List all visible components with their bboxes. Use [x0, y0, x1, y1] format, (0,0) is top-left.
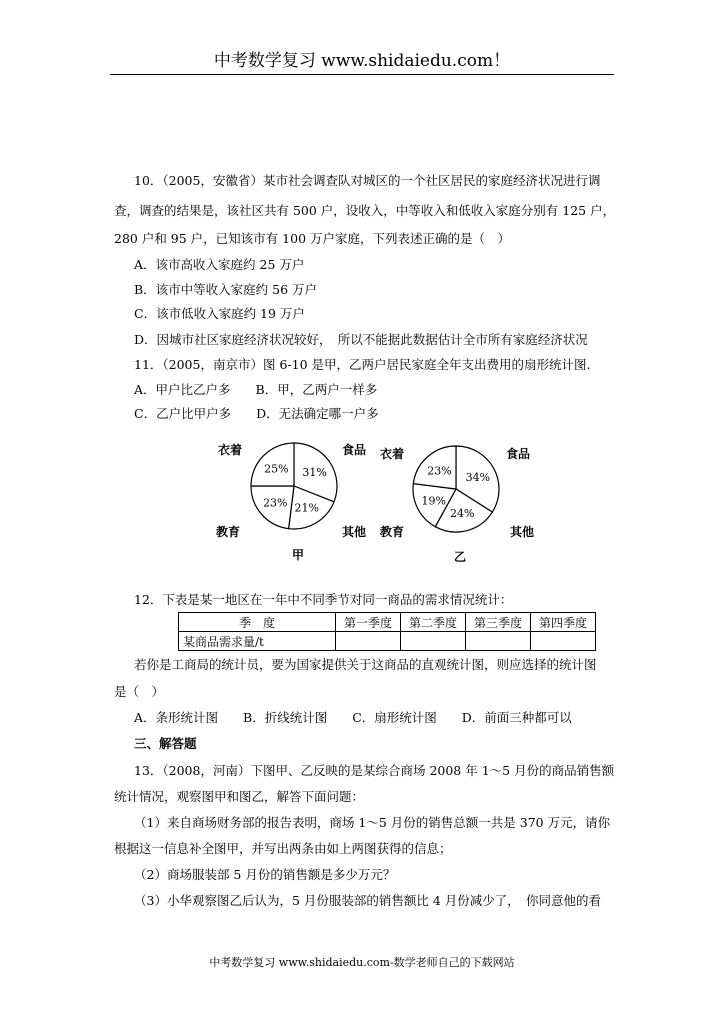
- q12-options: A．条形统计图 B．折线统计图 C．扇形统计图 D．前面三种都可以: [134, 710, 572, 725]
- q10-line1: 10．（2005，安徽省）某市社会调查队对城区的一个社区居民的家庭经济状况进行调: [134, 173, 601, 188]
- pie-yi-label-food: 食品: [506, 447, 531, 461]
- header-rule: [110, 74, 614, 75]
- table-row: [179, 632, 596, 651]
- pie-data-label: 23%: [427, 464, 452, 478]
- q12-line2: 若你是工商局的统计员，要为国家提供关于这商品的直观统计图，则应选择的统计图: [134, 657, 597, 672]
- q11-line1: 11．（2005，南京市）图 6-10 是甲，乙两户居民家庭全年支出费用的扇形统计图.: [134, 357, 591, 372]
- pie-yi-label-clothing: 衣着: [380, 447, 405, 461]
- q11-options-row2: C．乙户比甲户多 D．无法确定哪一户多: [134, 406, 379, 421]
- q10-option-a: A．该市高收入家庭约 25 万户: [134, 257, 305, 272]
- pie-data-label: 25%: [264, 462, 289, 476]
- q13-line1: 13．（2008，河南）下图甲、乙反映的是某综合商场 2008 年 1～5 月份的商品销售额: [134, 763, 615, 778]
- pie-data-label: 34%: [465, 470, 491, 484]
- pie-jia-label-education: 教育: [216, 525, 241, 539]
- table-header-cell: 第二季度: [401, 613, 466, 632]
- q12-line1: 12．下表是某一地区在一年中不同季节对同一商品的需求情况统计：: [134, 592, 513, 607]
- page-footer: 中考数学复习 www.shidaiedu.com-数学老师自己的下载网站: [209, 956, 515, 969]
- pie-jia-label-other: 其他: [342, 525, 367, 539]
- pie-jia-title: 甲: [292, 548, 305, 562]
- table-header-cell: 第四季度: [531, 613, 596, 632]
- table-cell: [466, 632, 531, 651]
- table-cell: [336, 632, 401, 651]
- page-header: 中考数学复习 www.shidaiedu.com！: [213, 51, 511, 71]
- q13-line6: （3）小华观察图乙后认为，5 月份服装部的销售额比 4 月份减少了， 你同意他的看: [134, 893, 602, 908]
- section-title: 三、解答题: [134, 736, 197, 751]
- q10-option-d: D．因城市社区家庭经济状况较好， 所以不能据此数据估计全市所有家庭经济状况: [134, 332, 588, 347]
- table-header-cell: 季 度: [179, 613, 336, 632]
- table-header-cell: 第三季度: [466, 613, 531, 632]
- table-cell: [401, 632, 466, 651]
- q13-line3: （1）来自商场财务部的报告表明，商场 1～5 月份的销售总额一共是 370 万元，请你: [134, 815, 611, 830]
- table-cell: 某商品需求量/t: [179, 632, 336, 651]
- pie-data-label: 31%: [302, 465, 327, 479]
- table-header-cell: 第一季度: [336, 613, 401, 632]
- pie-data-label: 19%: [421, 494, 447, 508]
- pie-data-label: 24%: [449, 507, 475, 521]
- pie-jia-label-food: 食品: [342, 443, 367, 457]
- q10-option-b: B．该市中等收入家庭约 56 万户: [134, 282, 318, 297]
- pie-data-label: 21%: [294, 501, 319, 515]
- pie-chart-jia: [210, 436, 380, 566]
- pie-yi-title: 乙: [454, 550, 467, 564]
- q13-line5: （2）商场服装部 5 月份的销售额是多少万元？: [134, 867, 396, 882]
- q13-line4: 根据这一信息补全图甲，并写出两条由如上两图获得的信息；: [114, 841, 452, 856]
- q10-line2: 查，调查的结果是，该社区共有 500 户，设收入，中等收入和低收入家庭分别有 125 户，: [114, 203, 616, 218]
- q12-line3: 是（ ）: [114, 684, 165, 699]
- q10-line3: 280 户和 95 户，已知该市有 100 万户家庭，下列表述正确的是（ ）: [114, 231, 510, 246]
- demand-table: [178, 612, 596, 651]
- q13-line2: 统计情况，观察图甲和图乙，解答下面问题：: [114, 789, 365, 804]
- table-row: [179, 613, 596, 632]
- pie-chart-yi: [376, 436, 546, 566]
- q10-option-c: C．该市低收入家庭约 19 万户: [134, 306, 305, 321]
- pie-yi-label-education: 教育: [380, 525, 405, 539]
- pie-jia-label-clothing: 衣着: [218, 443, 243, 457]
- pie-yi-label-other: 其他: [510, 525, 535, 539]
- pie-data-label: 23%: [263, 496, 288, 510]
- table-cell: [531, 632, 596, 651]
- q11-options-row1: A．甲户比乙户多 B．甲，乙两户一样多: [134, 382, 378, 397]
